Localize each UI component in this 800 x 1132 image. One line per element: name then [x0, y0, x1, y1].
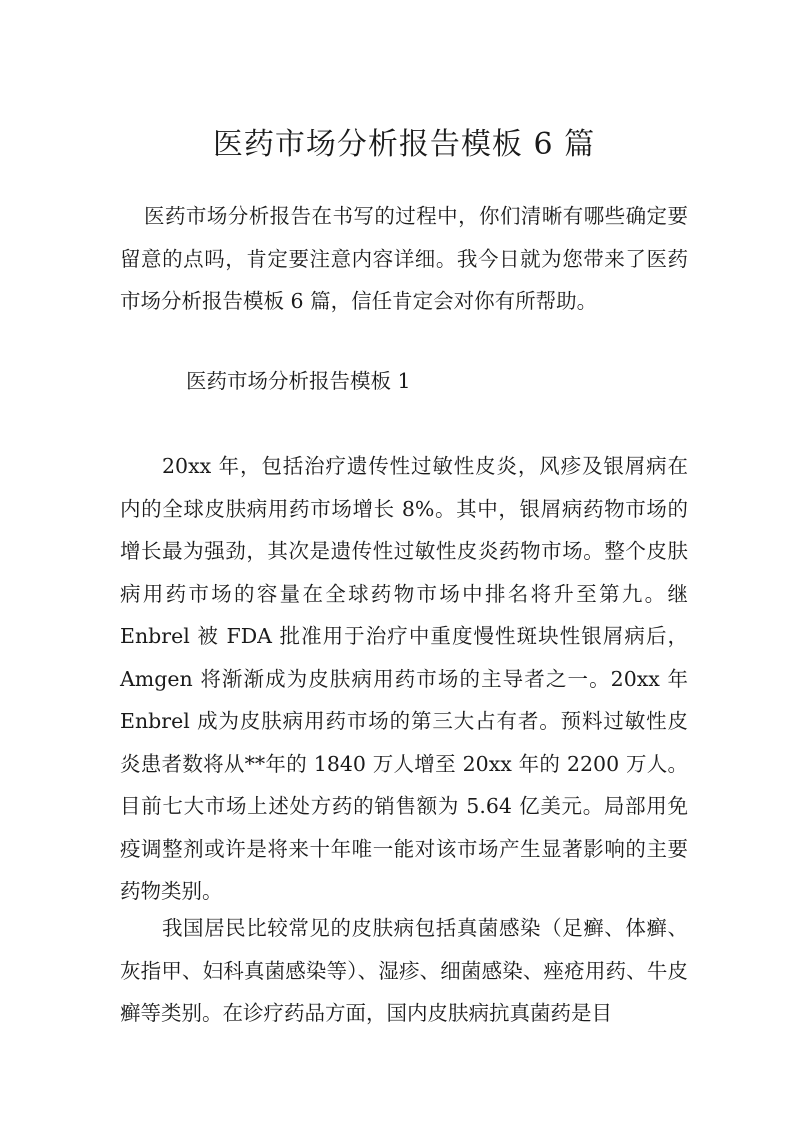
section-heading: 医药市场分析报告模板 1: [186, 369, 411, 393]
body-paragraph-2: 我国居民比较常见的皮肤病包括真菌感染（足癣、体癣、灰指甲、妇科真菌感染等）、湿疹、细菌感染、痤疮用药、牛皮癣等类别。在诊疗药品方面，国内皮肤病抗真菌药是目: [120, 916, 688, 1025]
intro-paragraph: 医药市场分析报告在书写的过程中，你们清晰有哪些确定要留意的点吗，肯定要注意内容详细。我今日就为您带来了医药市场分析报告模板 6 篇，信任肯定会对你有所帮助。: [120, 204, 688, 313]
document-title: 医药市场分析报告模板 6 篇: [212, 127, 596, 162]
body-paragraph-1: 20xx 年，包括治疗遗传性过敏性皮炎，风疹及银屑病在内的全球皮肤病用药市场增长 8%。其中，银屑病药物市场的增长最为强劲，其次是遗传性过敏性皮炎药物市场。整个皮肤病用药市场的容量在全球药物市场中排名将升至第九。继 Enbrel 被 FDA 批准用于治疗中重度慢性斑块性银屑病后，Amgen 将渐渐成为皮肤病用药市场的主导者之一。20xx 年 Enbrel 成为皮肤病用药市场的第三大占有者。预料过敏性皮炎患者数将从**年的 1840 万人增至 20xx 年的 2200 万人。目前七大市场上述处方药的销售额为 5.64 亿美元。局部用免疫调整剂或许是将来十年唯一能对该市场产生显著影响的主要药物类别。: [120, 454, 688, 903]
